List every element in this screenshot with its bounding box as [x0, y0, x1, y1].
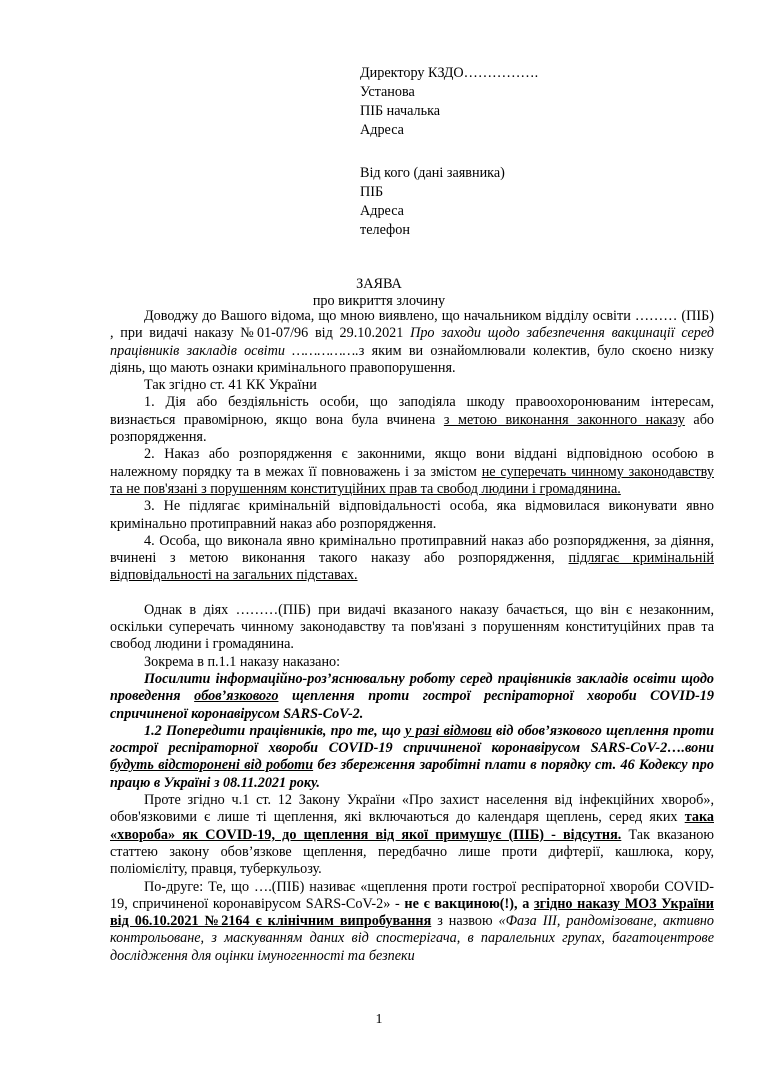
- order-quote-1: Посилити інформаційно-роз’яснювальну роботу серед працівників закладів освіти щодо проведення обов’язкового щеплення проти гострої респіраторної хвороби COVID-19 спричиненої коронавірусом SARS-CoV-2.: [110, 670, 714, 722]
- intro-paragraph: Доводжу до Вашого відома, що мною виявлено, що начальником відділу освіти ……… (ПІБ) , при видачі наказу №01-07/96 від 29.10.2021 Про заходи щодо забезпечення вакцинації серед працівників закладів освіти …………….з яким ви ознайомлювали колектив, було скоєно низку діянь, що мають ознаки кримінального правопорушення.: [110, 308, 714, 376]
- analysis-paragraph-2: Зокрема в п.1.1 наказу наказано:: [144, 653, 341, 670]
- from-address: Адреса: [360, 203, 404, 219]
- article-41-item-3: 3. Не підлягає кримінальній відповідальності особа, яка відмовилася виконувати явно кримінально протиправний наказ або розпорядження.: [110, 498, 714, 532]
- to-director: Директору КЗДО…………….: [360, 65, 539, 81]
- article-41-lead: Так згідно ст. 41 КК України: [144, 377, 317, 394]
- analysis-paragraph-3: Проте згідно ч.1 ст. 12 Закону України «Про захист населення від інфекційних хвороб», обов'язковими є лише ті щеплення, які включаються до календаря щеплень, серед яких така «хвороба» як COVID-19, до щеплення від якої примушує (ПІБ) - відсутня. Так вказаною статтею закону обов’язкове щеплення, передбачно лише проти дифтерії, кашлюка, кору, поліомієліту, правця, туберкульозу.: [110, 792, 714, 878]
- addressee-block: [360, 64, 538, 240]
- article-41-item-2: 2. Наказ або розпорядження є законними, якщо вони віддані відповідною особою в належному порядку та в межах її повноважень і за змістом не суперечать чинному законодавству та не пов'язані з порушенням конституційних прав та свобод людини і громадянина.: [110, 446, 714, 497]
- article-41-item-1: 1. Дія або бездіяльність особи, що заподіяла шкоду правоохоронюваним інтересам, визнається правомірною, якщо вона була вчинена з метою виконання законного наказу або розпорядження.: [110, 394, 715, 446]
- chief-name: ПІБ началька: [360, 103, 441, 119]
- article-41-item-4: 4. Особа, що виконала явно кримінально протиправний наказ або розпорядження, за діяння, вчинені з метою виконання такого наказу або розпорядження, підлягає кримінальній відповідальності на загальних підставах.: [110, 532, 714, 584]
- document-subtitle: про викриття злочину: [312, 293, 446, 309]
- document-body: [110, 308, 714, 965]
- chief-address: Адреса: [360, 122, 404, 138]
- analysis-paragraph-1: Однак в діях ………(ПІБ) при видачі вказаного наказу бачається, що він є незаконним, оскільки суперечать чинному законодавству та пов'язані з порушенням конституційних прав та свобод людини і громадянина.: [110, 601, 714, 653]
- institution: Установа: [360, 84, 415, 100]
- from-name: ПІБ: [360, 184, 384, 200]
- order-quote-2: 1.2 Попередити працівників, про те, що у разі відмови від обов’язкового щеплення проти гострої респіраторної хвороби COVID-19 спричиненої коронавірусом SARS-CoV-2….вони будуть відсторонені від роботи без збереження заробітні плати в порядку ст. 46 Кодексу про працю в Україні з 08.11.2021 року.: [110, 722, 714, 791]
- from-phone: телефон: [360, 222, 410, 238]
- document-title: ЗАЯВА: [356, 276, 402, 292]
- analysis-paragraph-4: По-друге: Те, що ….(ПІБ) називає «щеплення проти гострої респіраторної хвороби COVID-19, спричиненої коронавірусом SARS-CoV-2» - не є вакциною(!), а згідно наказу МОЗ України від 06.10.2021 №2164 є клінічним випробування з назвою «Фаза III, рандомізоване, активно контрольоване, з маскуванням даних від спостерігача, в паралельних групах, багатоцентрове дослідження для оцінки імуногенності та безпеки: [110, 878, 714, 964]
- from-label: Від кого (дані заявника): [360, 165, 505, 181]
- page-number: 1: [375, 1012, 383, 1027]
